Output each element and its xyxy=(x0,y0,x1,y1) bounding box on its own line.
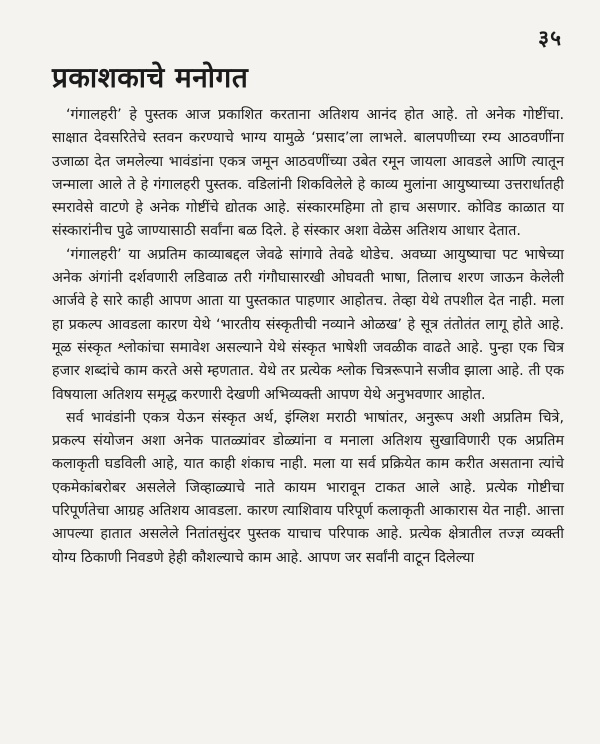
page-number: ३५ xyxy=(538,26,562,50)
page-title: प्रकाशकाचे मनोगत xyxy=(52,61,249,94)
paragraph: सर्व भावंडांनी एकत्र येऊन संस्कृत अर्थ, इंग्लिश मराठी भाषांतर, अनुरूप अशी अप्रतिम चित्रे, प्रकल्प संयोजन अशा अनेक पातळ्यांवर डोळ्यांना व मनाला अतिशय सुखाविणारी एक अप्रतिम कलाकृती घडविली आहे, यात काही शंकाच नाही. मला या सर्व प्रक्रियेत काम करीत असताना त्यांचे एकमेकांबरोबर असलेले जिव्हाळ्याचे नाते कायम भारावून टाकत आले आहे. प्रत्येक गोष्टीचा परिपूर्णतेचा आग्रह अतिशय आवडला. कारण त्याशिवाय परिपूर्ण कलाकृती आकारास येत नाही. आत्ता आपल्या हातात असलेले नितांतसुंदर पुस्तक याचाच परिपाक आहे. प्रत्येक क्षेत्रातील तज्ज्ञ व्यक्ती योग्य ठिकाणी निवडणे हेही कौशल्याचे काम आहे. आपण जर सर्वांनी वाटून दिलेल्या xyxy=(52,409,564,566)
paragraph: ‘गंगालहरी’ हे पुस्तक आज प्रकाशित करताना अतिशय आनंद होत आहे. तो अनेक गोष्टींचा. साक्षात देवसरितेचे स्तवन करण्याचे भाग्य यामुळे ‘प्रसाद’ला लाभले. बालपणीच्या रम्य आठवणींना उजाळा देत जमलेल्या भावंडांना एकत्र जमून आठवणींच्या उबेत रमून जायला आवडले आणि त्यातून जन्माला आले ते हे गंगालहरी पुस्तक. वडिलांनी शिकविलेले हे काव्य मुलांना आयुष्याच्या उत्तरार्धातही स्मरावेसे वाटणे हे अनेक गोष्टींचे द्योतक आहे. संस्कारमहिमा तो हाच असणार. कोविड काळात या संस्कारांनीच पुढे जाण्यासाठी सर्वांना बळ दिले. हे संस्कार अशा वेळेस अतिशय आधार देतात. xyxy=(52,107,564,240)
body-text xyxy=(52,104,564,570)
paragraph: ‘गंगालहरी’ या अप्रतिम काव्याबद्दल जेवढे सांगावे तेवढे थोडेच. अवघ्या आयुष्याचा पट भाषेच्या अनेक अंगांनी दर्शवणारी लडिवाळ तरी गंगौघासारखी ओघवती भाषा, तिलाच शरण जाऊन केलेली आर्जवे हे सारे काही आपण आता या पुस्तकात पाहणार आहोतच. तेव्हा येथे तपशील देत नाही. मला हा प्रकल्प आवडला कारण येथे ‘भारतीय संस्कृतीची नव्याने ओळख’ हे सूत्र तंतोतंत लागू होते आहे. मूळ संस्कृत श्लोकांचा समावेश असल्याने येथे संस्कृत भाषेशी जवळीक वाढते आहे. पुन्हा एक चित्र हजार शब्दांचे काम करते असे म्हणतात. येथे तर प्रत्येक श्लोक चित्ररूपाने सजीव झाला आहे. ती एक विषयाला अतिशय समृद्ध करणारी देखणी अभिव्यक्ती आपण येथे अनुभवणार आहोत. xyxy=(52,246,564,403)
